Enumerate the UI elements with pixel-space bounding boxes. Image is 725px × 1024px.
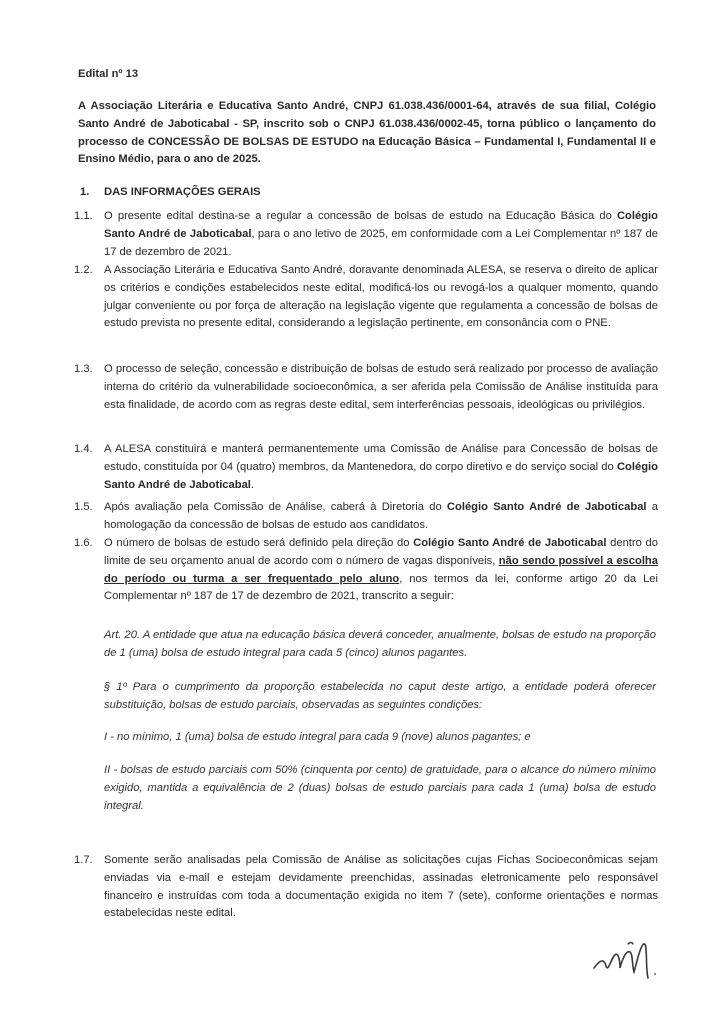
item-text bbox=[104, 499, 658, 535]
item-text-part: , nos termos da lei, conforme artigo 20 da Lei Complementar nº 187 de 17 de dezembro de 2021, transcrito a seguir: bbox=[104, 572, 658, 603]
quote-inciso-1: I - no mínimo, 1 (uma) bolsa de estudo integral para cada 9 (nove) alunos pagantes; e bbox=[104, 731, 531, 743]
item-text-bold: Colégio Santo André de Jaboticabal bbox=[446, 501, 647, 513]
section-heading bbox=[80, 184, 261, 202]
item-text-part: , para o ano letivo de 2025, em conformidade com a Lei Complementar nº 187 de 17 de dezembro de 2021. bbox=[104, 227, 658, 258]
item-text bbox=[104, 535, 658, 606]
item-text-bold: Colégio Santo André de Jaboticabal bbox=[104, 460, 658, 491]
item-text-part: . bbox=[250, 478, 255, 491]
item-1-5 bbox=[74, 499, 658, 535]
item-number: 1.5. bbox=[74, 501, 93, 513]
item-number: 1.7. bbox=[74, 854, 93, 866]
signature-icon bbox=[592, 936, 658, 982]
intro-highlight: CONCESSÃO DE BOLSAS DE ESTUDO bbox=[147, 135, 359, 148]
item-text-underlined: não sendo possível a escolha do período ou turma a ser frequentado pelo aluno bbox=[104, 554, 658, 585]
item-text-part: O presente edital destina-se a regular a concessão de bolsas de estudo na Educação Básica do bbox=[104, 210, 617, 222]
quote-art-20: Art. 20. A entidade que atua na educação básica deverá conceder, anualmente, bolsas de estudo na proporção de 1 (uma) bolsa de estudo integral para cada 5 (cinco) alunos pagantes. bbox=[104, 629, 656, 659]
item-text-part: dentro do limite de seu orçamento anual de acordo com o número de vagas disponíveis, bbox=[104, 537, 658, 567]
item-text: O processo de seleção, concessão e distribuição de bolsas de estudo será realizado por processo de avaliação interna do critério da vulnerabilidade socioeconômica, a ser aferida pela Comissão de Análise instituída para esta finalidade, de acordo com as regras deste edital, sem interferências pessoais, ideológicas ou privilégios. bbox=[104, 363, 658, 411]
item-text-part: Após avaliação pela Comissão de Análise, caberá à Diretoria do bbox=[104, 501, 447, 513]
item-number: 1.2. bbox=[74, 264, 93, 276]
section-title: DAS INFORMAÇÕES GERAIS bbox=[104, 186, 261, 198]
intro-text-2: na Educação Básica – Fundamental I, Fundamental II e Ensino Médio, para o ano de 2025. bbox=[78, 135, 657, 166]
item-number: 1.3. bbox=[74, 363, 93, 375]
intro-text-1: A Associação Literária e Educativa Santo André, CNPJ 61.038.436/0001-64, através de sua filial, Colégio Santo André de Jaboticabal - SP, inscrito sob o CNPJ 61.038.436/0002-45, torna público o lançamento do processo de bbox=[78, 100, 656, 148]
item-text: A Associação Literária e Educativa Santo André, doravante denominada ALESA, se reserva o direito de aplicar os critérios e condições estabelecidos neste edital, modificá-los ou revogá-los a qualquer momento, quando julgar conveniente ou por força de alteração na legislação vigente que regulamenta a concessão de bolsas de estudo prevista no presente edital, considerando a legislação pertinente, em consonância com o PNE. bbox=[104, 264, 658, 330]
quote-paragraph-1: § 1º Para o cumprimento da proporção estabelecida no caput deste artigo, a entidade poderá oferecer substituição, bolsas de estudo parciais, observadas as seguintes condições: bbox=[104, 681, 656, 711]
edital-title: Edital nº 13 bbox=[78, 68, 139, 80]
item-text-bold: Colégio Santo André de Jaboticabal bbox=[413, 537, 607, 549]
item-text-bold: Colégio Santo André de Jaboticabal bbox=[104, 210, 658, 240]
item-1-2 bbox=[74, 262, 658, 333]
item-text-part: A ALESA constituirá e manterá permanentemente uma Comissão de Análise para Concessão de bolsas de estudo, constituída por 04 (quatro) membros, da Mantenedora, do corpo diretivo e do serviço social do bbox=[104, 443, 658, 473]
quote-inciso-2: II - bolsas de estudo parciais com 50% (cinquenta por cento) de gratuidade, para o alcance do número mínimo exigido, mantida a equivalência de 2 (duas) bolsas de estudo parciais para cada 1 (uma) bolsa de estudo integral. bbox=[104, 764, 656, 812]
item-text: Somente serão analisadas pela Comissão de Análise as solicitações cujas Fichas Socioeconômicas sejam enviadas via e-mail e estejam devidamente preenchidas, assinadas eletronicamente pelo responsável financeiro e instruídas com toda a documentação exigida no item 7 (sete), conforme orientações e normas estabelecidas neste edital. bbox=[104, 854, 658, 920]
intro-paragraph bbox=[78, 98, 656, 169]
item-number: 1.1. bbox=[74, 210, 93, 222]
item-text bbox=[104, 208, 658, 261]
item-text-part: a homologação da concessão de bolsas de estudo aos candidatos. bbox=[104, 501, 659, 531]
item-text bbox=[104, 441, 658, 494]
section-number: 1. bbox=[80, 186, 90, 198]
item-1-1 bbox=[74, 208, 658, 261]
item-number: 1.6. bbox=[74, 537, 93, 549]
item-1-6 bbox=[74, 535, 658, 606]
item-1-4 bbox=[74, 441, 658, 494]
item-1-7 bbox=[74, 852, 658, 923]
item-1-3 bbox=[74, 361, 658, 414]
item-text-part: O número de bolsas de estudo será definido pela direção do bbox=[104, 537, 414, 549]
item-number: 1.4. bbox=[74, 443, 93, 455]
